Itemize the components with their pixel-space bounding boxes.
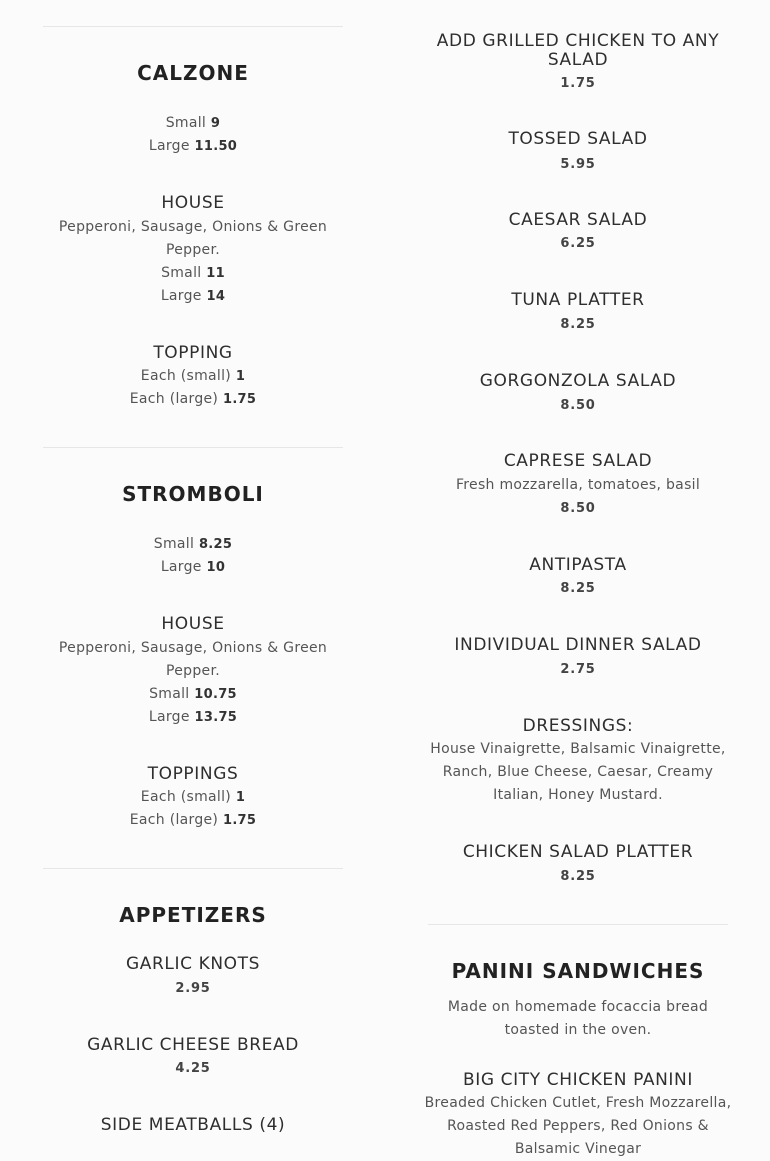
panini-name: BIG CITY CHICKEN PANINI <box>463 1070 693 1090</box>
salad-name: CHICKEN SALAD PLATTER <box>462 842 694 862</box>
section-divider <box>43 447 343 448</box>
calzone-topping-small: Each (small) 1 <box>140 368 246 384</box>
appetizer-name: SIDE MEATBALLS (4) <box>100 1115 286 1135</box>
salad-price: 8.50 <box>560 501 596 516</box>
salad-name: ANTIPASTA <box>529 555 627 575</box>
calzone-house-large: Large 14 <box>160 288 226 304</box>
salad-name: GORGONZOLA SALAD <box>479 371 677 391</box>
stromboli-title: STROMBOLI <box>122 482 264 506</box>
calzone-topping-large: Each (large) 1.75 <box>129 391 257 407</box>
calzone-house-desc: Pepperoni, Sausage, Onions & Green Pepper. <box>58 219 328 258</box>
dressings-name: DRESSINGS: <box>522 716 634 736</box>
calzone-topping-name: TOPPING <box>153 343 233 363</box>
stromboli-small: Small 8.25 <box>153 536 233 552</box>
dressings-desc: House Vinaigrette, Balsamic Vinaigrette, Ranch, Blue Cheese, Caesar, Creamy Italian, Honey Mustard. <box>430 741 726 803</box>
salad-price: 6.25 <box>560 236 596 251</box>
salad-name: ADD GRILLED CHICKEN TO ANY SALAD <box>436 31 720 70</box>
salad-name: CAESAR SALAD <box>508 210 648 230</box>
stromboli-house-large: Large 13.75 <box>148 709 238 725</box>
salad-price: 8.50 <box>560 398 596 413</box>
panini-intro: Made on homemade focaccia bread toasted in the oven. <box>447 999 709 1038</box>
salad-price: 1.75 <box>560 76 596 91</box>
section-divider <box>43 26 343 27</box>
stromboli-house-name: HOUSE <box>161 614 225 634</box>
stromboli-toppings-name: TOPPINGS <box>147 764 239 784</box>
calzone-large: Large 11.50 <box>148 138 238 154</box>
stromboli-toppings-small: Each (small) 1 <box>140 789 246 805</box>
salad-name: CAPRESE SALAD <box>503 451 653 471</box>
calzone-small: Small 9 <box>165 115 221 131</box>
stromboli-house-small: Small 10.75 <box>149 686 237 702</box>
stromboli-toppings-large: Each (large) 1.75 <box>129 812 257 828</box>
salad-price: 2.75 <box>560 662 596 677</box>
stromboli-large: Large 10 <box>160 559 226 575</box>
salad-price: 8.25 <box>560 317 596 332</box>
salad-price: 8.25 <box>560 581 596 596</box>
appetizers-title: APPETIZERS <box>119 903 267 927</box>
appetizer-name: GARLIC KNOTS <box>126 954 260 974</box>
appetizer-name: GARLIC CHEESE BREAD <box>87 1035 299 1055</box>
salad-price: 8.25 <box>560 869 596 884</box>
calzone-title: CALZONE <box>137 61 249 85</box>
appetizer-price: 2.95 <box>175 981 211 996</box>
panini-title: PANINI SANDWICHES <box>451 959 705 983</box>
salad-desc: Fresh mozzarella, tomatoes, basil <box>455 477 701 493</box>
section-divider <box>428 924 728 925</box>
calzone-house-small: Small 11 <box>161 265 225 281</box>
panini-desc: Breaded Chicken Cutlet, Fresh Mozzarella, Roasted Red Peppers, Red Onions & Balsamic Vinegar <box>424 1095 732 1157</box>
salad-name: INDIVIDUAL DINNER SALAD <box>454 635 702 655</box>
salad-name: TOSSED SALAD <box>508 129 648 149</box>
salad-name: TUNA PLATTER <box>511 290 645 310</box>
section-divider <box>43 868 343 869</box>
calzone-house-name: HOUSE <box>161 193 225 213</box>
appetizer-price: 4.25 <box>175 1061 211 1076</box>
stromboli-house-desc: Pepperoni, Sausage, Onions & Green Pepper. <box>58 640 328 679</box>
salad-price: 5.95 <box>560 157 596 172</box>
